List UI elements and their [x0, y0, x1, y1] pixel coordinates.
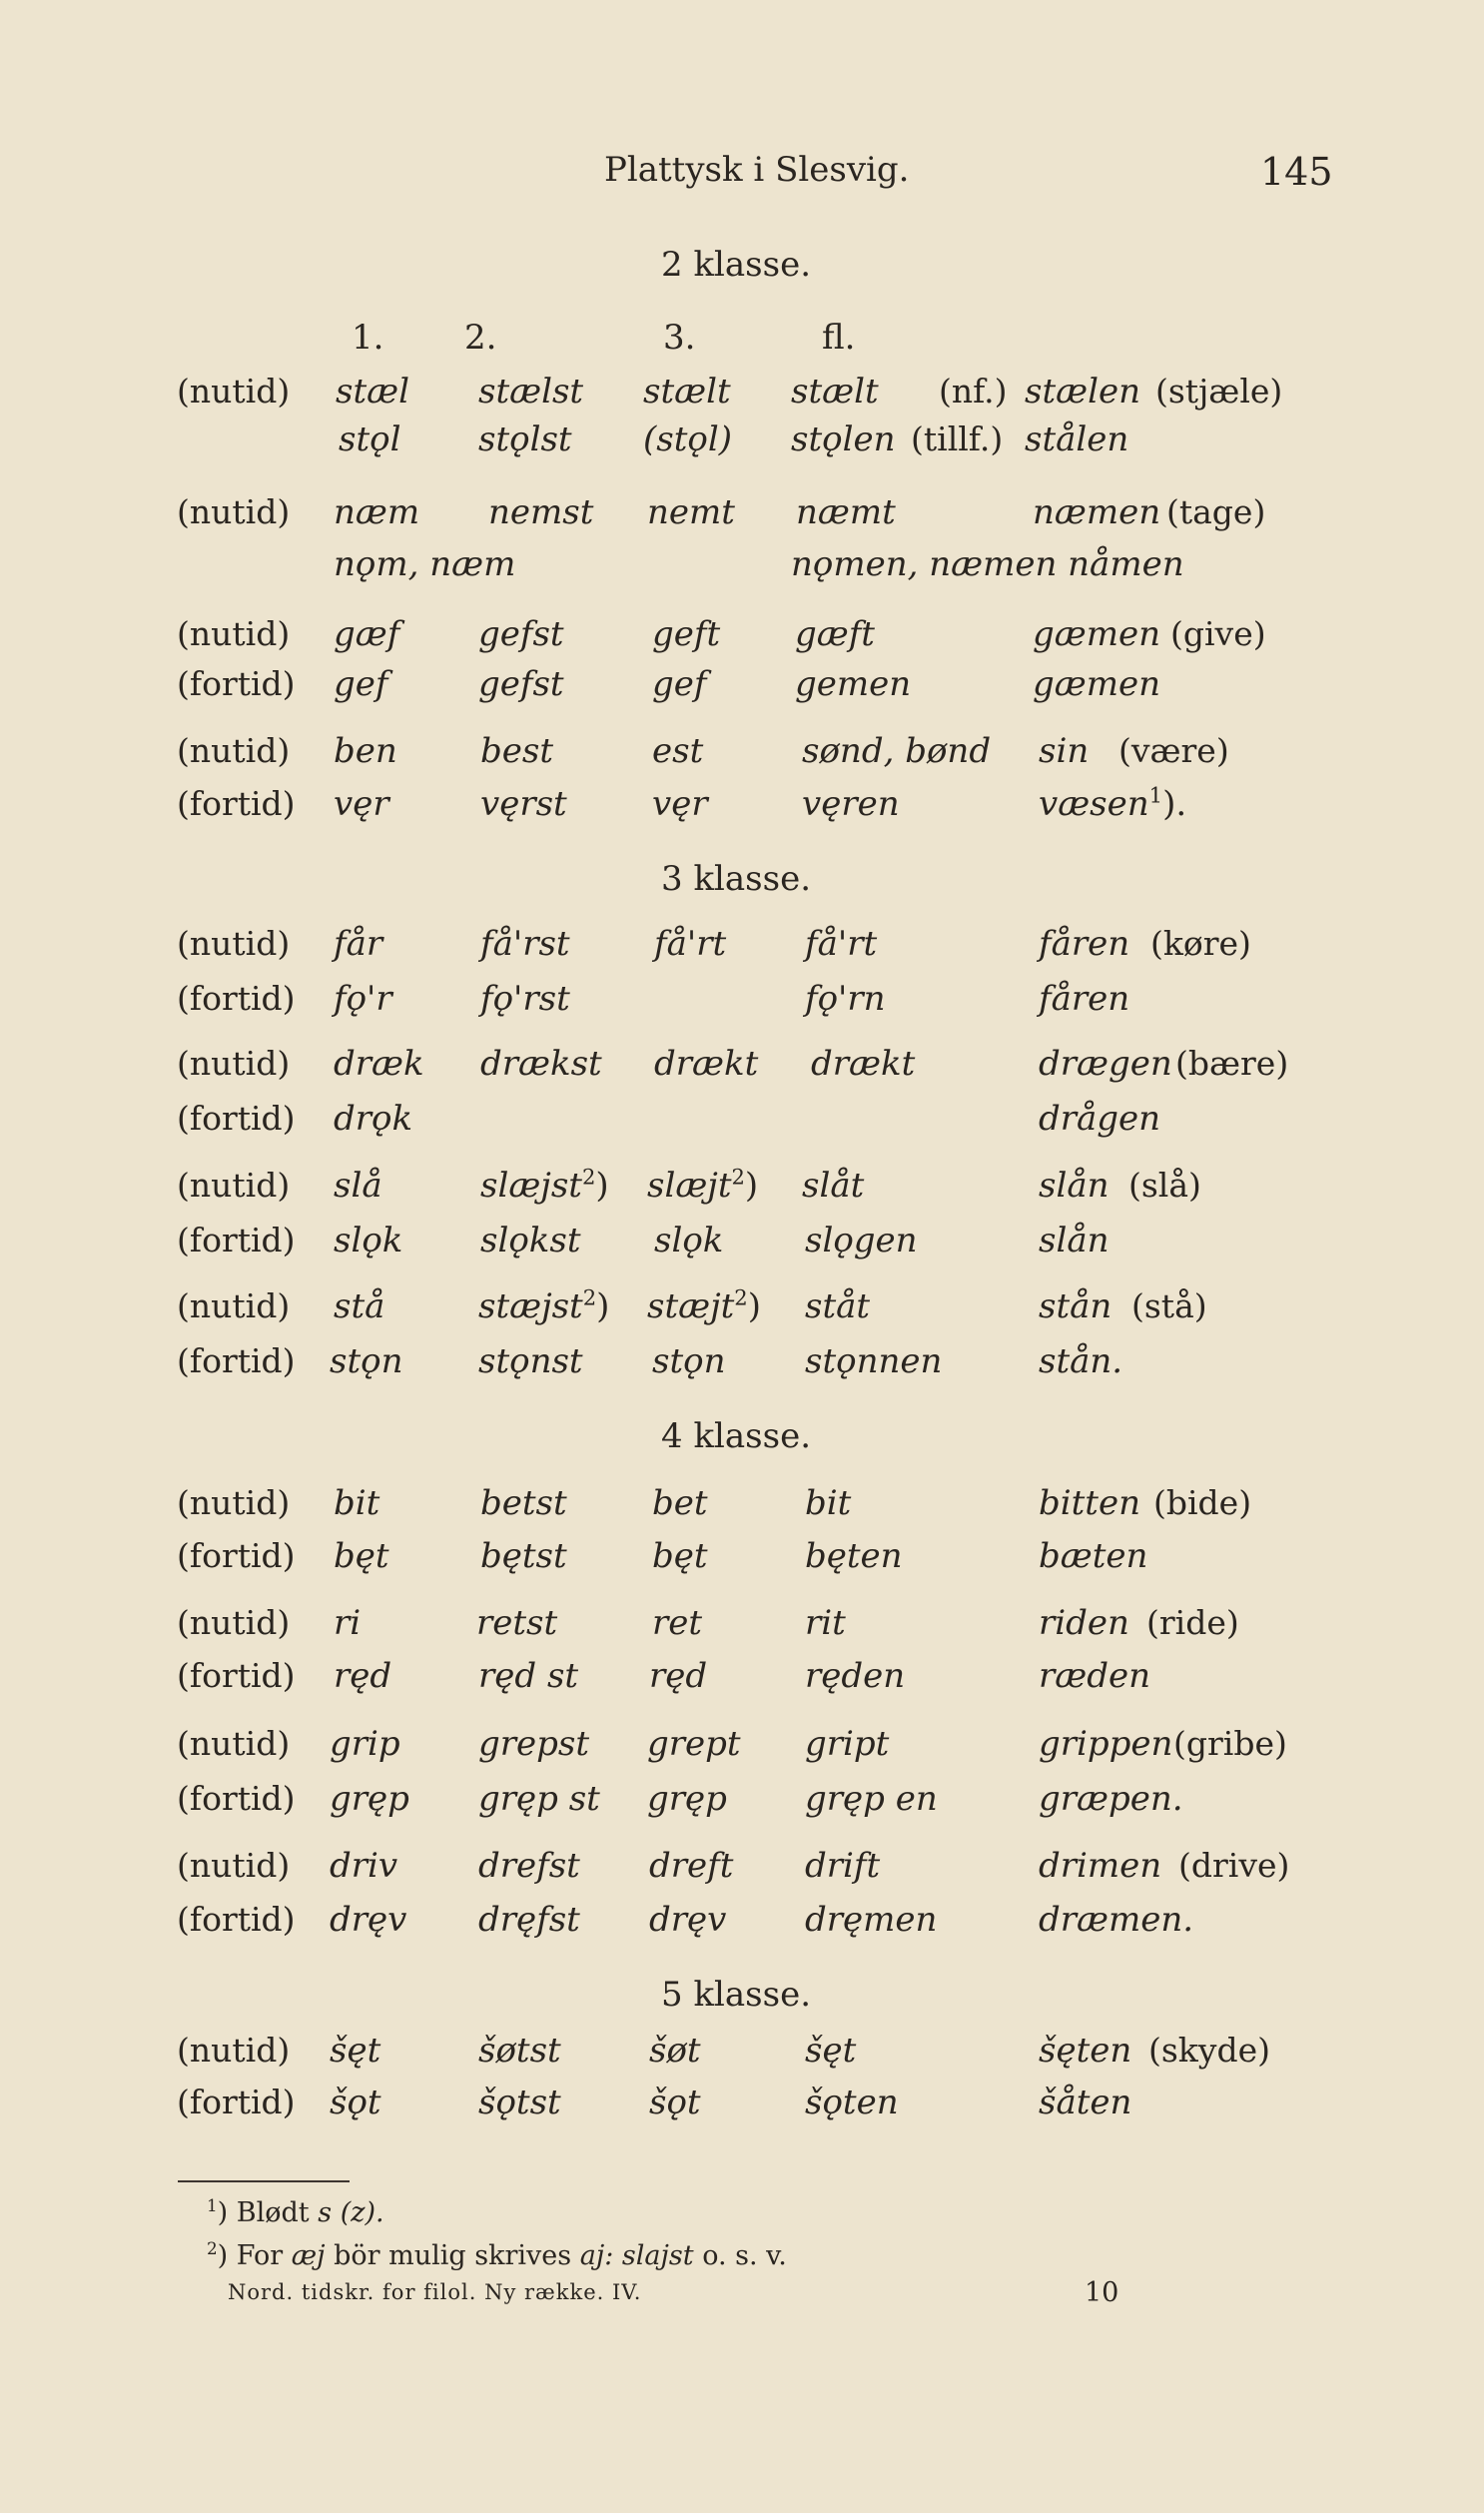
gloss: (ride) — [1146, 1603, 1239, 1642]
column-number: 2. — [464, 318, 497, 358]
verb-form: væsen — [1039, 784, 1149, 824]
verb-form: grippen — [1039, 1724, 1173, 1764]
footnote-ref: 2 — [734, 1284, 748, 1310]
verb-form: sønd, bønd — [802, 731, 992, 771]
verb-form-footnoted — [647, 1166, 758, 1206]
verb-form: grept — [647, 1724, 741, 1764]
verb-form: dręv — [649, 1900, 727, 1940]
tense-label: (nutid) — [177, 1166, 291, 1205]
grammar-note: (tillf.) — [911, 419, 1004, 458]
verb-form: bętst — [480, 1536, 567, 1576]
verb-form: stælt — [643, 372, 731, 412]
verb-form-footnoted — [478, 1286, 609, 1326]
verb-form-footnoted — [647, 1286, 761, 1326]
verb-form: får — [334, 924, 383, 964]
section-heading: 4 klasse. — [661, 1416, 812, 1456]
verb-form: vęren — [802, 784, 900, 824]
verb-form: slåt — [802, 1166, 865, 1206]
gloss: (bide) — [1153, 1483, 1252, 1522]
verb-form: drefst — [478, 1846, 580, 1886]
verb-form: stæjst — [478, 1286, 583, 1326]
footnote-italic: æj — [291, 2240, 326, 2271]
verb-form: šǫt — [649, 2083, 701, 2122]
verb-form: ręd st — [478, 1656, 579, 1696]
footnote-mark: 1 — [207, 2195, 218, 2215]
verb-form: bitten — [1039, 1483, 1140, 1523]
gloss: (være) — [1118, 731, 1229, 770]
tense-label: (nutid) — [177, 1846, 291, 1885]
verb-form: få'rt — [654, 924, 727, 964]
footnote-italic: slajst — [621, 2240, 694, 2271]
tense-label: (nutid) — [177, 614, 291, 653]
verb-form-footnoted — [480, 1166, 609, 1206]
verb-form: dręmen — [805, 1900, 938, 1940]
verb-form: gefst — [478, 614, 564, 654]
footnote-italic: s (z). — [318, 2197, 384, 2228]
verb-form: šøtst — [478, 2031, 561, 2071]
verb-form: bæten — [1039, 1536, 1148, 1576]
verb-form: šǫtst — [478, 2083, 561, 2122]
footnote-text: Blødt — [236, 2197, 310, 2228]
verb-form: est — [652, 731, 704, 771]
tense-label: (fortid) — [177, 1779, 296, 1818]
verb-form: stæjt — [647, 1286, 735, 1326]
verb-form: stǫn — [330, 1341, 403, 1381]
tense-label: (fortid) — [177, 2083, 296, 2121]
gloss: (tage) — [1166, 492, 1266, 531]
verb-form: ri — [334, 1603, 362, 1643]
verb-form: ret — [652, 1603, 703, 1643]
tense-label: (nutid) — [177, 1483, 291, 1522]
grammar-note: (nf.) — [939, 372, 1008, 411]
footnote-rule — [178, 2180, 350, 2182]
gloss: (drive) — [1178, 1846, 1290, 1885]
verb-form: stålen — [1025, 419, 1129, 459]
running-title: Plattysk i Slesvig. — [604, 150, 910, 190]
footnote-mark: 2 — [207, 2238, 218, 2258]
tense-label: (nutid) — [177, 1724, 291, 1763]
verb-form: stælt — [791, 372, 879, 412]
verb-form: šęt — [330, 2031, 381, 2071]
verb-form: sin — [1039, 731, 1090, 771]
column-number: fl. — [822, 318, 856, 358]
verb-form: gef — [652, 664, 707, 704]
verb-form: geft — [652, 614, 721, 654]
verb-form: næm — [334, 492, 420, 532]
punctuation: ). — [1162, 784, 1187, 824]
footnote-ref: 2 — [731, 1164, 745, 1190]
tense-label: (nutid) — [177, 372, 291, 411]
verb-form: drǫk — [334, 1099, 413, 1139]
verb-form: drimen — [1039, 1846, 1162, 1886]
verb-form: ręden — [805, 1656, 906, 1696]
verb-form: grepst — [478, 1724, 590, 1764]
verb-form: šęt — [805, 2031, 857, 2071]
footnote-1: $^1$) Blødt s (z). — [207, 2195, 384, 2228]
verb-form: slǫk — [654, 1221, 724, 1260]
page-number: 145 — [1260, 150, 1333, 194]
verb-form: stǫlst — [478, 419, 572, 459]
verb-form: drift — [805, 1846, 881, 1886]
tense-label: (nutid) — [177, 492, 291, 531]
verb-form: dræk — [334, 1044, 424, 1084]
verb-form: drækt — [654, 1044, 759, 1084]
verb-form: rit — [805, 1603, 846, 1643]
tense-label: (fortid) — [177, 1656, 296, 1695]
verb-form: fǫ'rst — [480, 979, 570, 1019]
verb-form: slæjst — [480, 1166, 582, 1206]
verb-form: fǫ'rn — [805, 979, 886, 1019]
verb-form: dręfst — [478, 1900, 580, 1940]
tense-label: (fortid) — [177, 1536, 296, 1575]
punctuation: ) — [595, 1166, 609, 1206]
tense-label: (fortid) — [177, 1341, 296, 1380]
tense-label: (nutid) — [177, 2031, 291, 2070]
tense-label: (nutid) — [177, 731, 291, 770]
footnote-2: $^2$) For æj bör mulig skrives aj: slajst o. s. v. — [207, 2238, 787, 2271]
verb-form: stå — [334, 1286, 385, 1326]
footnote-ref: 2 — [581, 1164, 596, 1190]
verb-form: šøt — [649, 2031, 701, 2071]
verb-form: ben — [334, 731, 397, 771]
verb-form: ræden — [1039, 1656, 1150, 1696]
verb-form: stǫlen — [791, 419, 896, 459]
verb-form: nǫm, næm — [334, 544, 516, 584]
gloss: (skyde) — [1148, 2031, 1270, 2070]
verb-form: ręd — [649, 1656, 708, 1696]
footnote-text: o. s. v. — [702, 2240, 787, 2271]
verb-form: slå — [334, 1166, 382, 1206]
verb-form: gæf — [334, 614, 400, 654]
verb-form: slæjt — [647, 1166, 732, 1206]
verb-form: gemen — [795, 664, 912, 704]
verb-form: slån — [1039, 1166, 1110, 1206]
verb-form: šåten — [1039, 2083, 1132, 2122]
footnote-text: For — [236, 2240, 284, 2271]
verb-form: gręp st — [478, 1779, 600, 1819]
punctuation: ) — [744, 1166, 759, 1206]
section-heading: 2 klasse. — [661, 245, 812, 285]
verb-form: næmen — [1033, 492, 1161, 532]
verb-form: vęrst — [480, 784, 567, 824]
verb-form: gręp — [330, 1779, 409, 1819]
tense-label: (nutid) — [177, 1044, 291, 1083]
verb-form: bęt — [334, 1536, 389, 1576]
footnote-italic: aj: — [579, 2240, 614, 2271]
gloss: (give) — [1170, 614, 1266, 653]
verb-form: ståt — [805, 1286, 871, 1326]
section-heading: 5 klasse. — [661, 1975, 812, 2015]
verb-form: fǫ'r — [334, 979, 392, 1019]
verb-form: stælen — [1025, 372, 1140, 412]
verb-form: gręp en — [805, 1779, 938, 1819]
verb-form: stælst — [478, 372, 584, 412]
section-heading: 3 klasse. — [661, 859, 812, 899]
verb-form: drækt — [811, 1044, 916, 1084]
journal-signature: Nord. tidskr. for filol. Ny række. IV. — [228, 2280, 642, 2304]
verb-form-footnoted — [1039, 784, 1186, 824]
footnote-ref: 2 — [582, 1284, 597, 1310]
verb-form: šęten — [1039, 2031, 1132, 2071]
verb-form: (stǫl) — [643, 419, 732, 459]
footnote-ref: 1 — [1148, 782, 1163, 808]
tense-label: (fortid) — [177, 784, 296, 823]
tense-label: (fortid) — [177, 664, 296, 703]
punctuation: ) — [747, 1286, 761, 1326]
verb-form: vęr — [652, 784, 708, 824]
gloss: (slå) — [1128, 1166, 1201, 1205]
verb-form: gæmen — [1033, 614, 1160, 654]
tense-label: (fortid) — [177, 1900, 296, 1939]
verb-form: græpen. — [1039, 1779, 1183, 1819]
sheet-number: 10 — [1085, 2277, 1119, 2308]
verb-form: riden — [1039, 1603, 1129, 1643]
verb-form: stån. — [1039, 1341, 1123, 1381]
verb-form: stǫl — [339, 419, 401, 459]
gloss: (stå) — [1131, 1286, 1207, 1325]
tense-label: (nutid) — [177, 1286, 291, 1325]
verb-form: få'rst — [480, 924, 570, 964]
verb-form: slǫkst — [480, 1221, 581, 1260]
verb-form: bit — [805, 1483, 852, 1523]
verb-form: gef — [334, 664, 388, 704]
verb-form: fåren — [1039, 924, 1130, 964]
verb-form: bęten — [805, 1536, 903, 1576]
verb-form: gript — [805, 1724, 890, 1764]
verb-form: stæl — [336, 372, 409, 412]
verb-form: dręv — [330, 1900, 407, 1940]
verb-form: bet — [652, 1483, 708, 1523]
verb-form: dreft — [649, 1846, 734, 1886]
verb-form: stån — [1039, 1286, 1113, 1326]
verb-form: nǫmen, næmen nåmen — [791, 544, 1184, 584]
verb-form: gręp — [647, 1779, 727, 1819]
verb-form: bęt — [652, 1536, 708, 1576]
verb-form: slån — [1039, 1221, 1110, 1260]
tense-label: (nutid) — [177, 924, 291, 963]
gloss: (bære) — [1175, 1044, 1289, 1083]
verb-form: šǫten — [805, 2083, 899, 2122]
verb-form: stǫnst — [478, 1341, 583, 1381]
verb-form: drågen — [1039, 1099, 1161, 1139]
verb-form: best — [480, 731, 553, 771]
verb-form: drægen — [1039, 1044, 1172, 1084]
verb-form: betst — [480, 1483, 567, 1523]
verb-form: slǫk — [334, 1221, 403, 1260]
verb-form: šǫt — [330, 2083, 381, 2122]
verb-form: gæft — [795, 614, 875, 654]
tense-label: (fortid) — [177, 1099, 296, 1138]
verb-form: driv — [330, 1846, 398, 1886]
verb-form: gæmen — [1033, 664, 1160, 704]
verb-form: drækst — [480, 1044, 602, 1084]
column-number: 3. — [663, 318, 696, 358]
verb-form: stǫnnen — [805, 1341, 943, 1381]
tense-label: (fortid) — [177, 1221, 296, 1259]
verb-form: få'rt — [805, 924, 878, 964]
verb-form: grip — [330, 1724, 400, 1764]
verb-form: stǫn — [652, 1341, 726, 1381]
verb-form: nemt — [647, 492, 735, 532]
verb-form: fåren — [1039, 979, 1130, 1019]
column-number: 1. — [352, 318, 384, 358]
verb-form: næmt — [796, 492, 896, 532]
tense-label: (fortid) — [177, 979, 296, 1018]
verb-form: dræmen. — [1039, 1900, 1194, 1940]
verb-form: ręd — [334, 1656, 392, 1696]
verb-form: slǫgen — [805, 1221, 918, 1260]
verb-form: retst — [476, 1603, 558, 1643]
punctuation: ) — [596, 1286, 610, 1326]
footnote-text: bör mulig skrives — [334, 2240, 572, 2271]
verb-form: bit — [334, 1483, 380, 1523]
tense-label: (nutid) — [177, 1603, 291, 1642]
verb-form: vęr — [334, 784, 389, 824]
verb-form: nemst — [488, 492, 594, 532]
gloss: (stjæle) — [1155, 372, 1283, 411]
gloss: (køre) — [1150, 924, 1251, 963]
verb-form: gefst — [478, 664, 564, 704]
gloss: (gribe) — [1173, 1724, 1287, 1763]
